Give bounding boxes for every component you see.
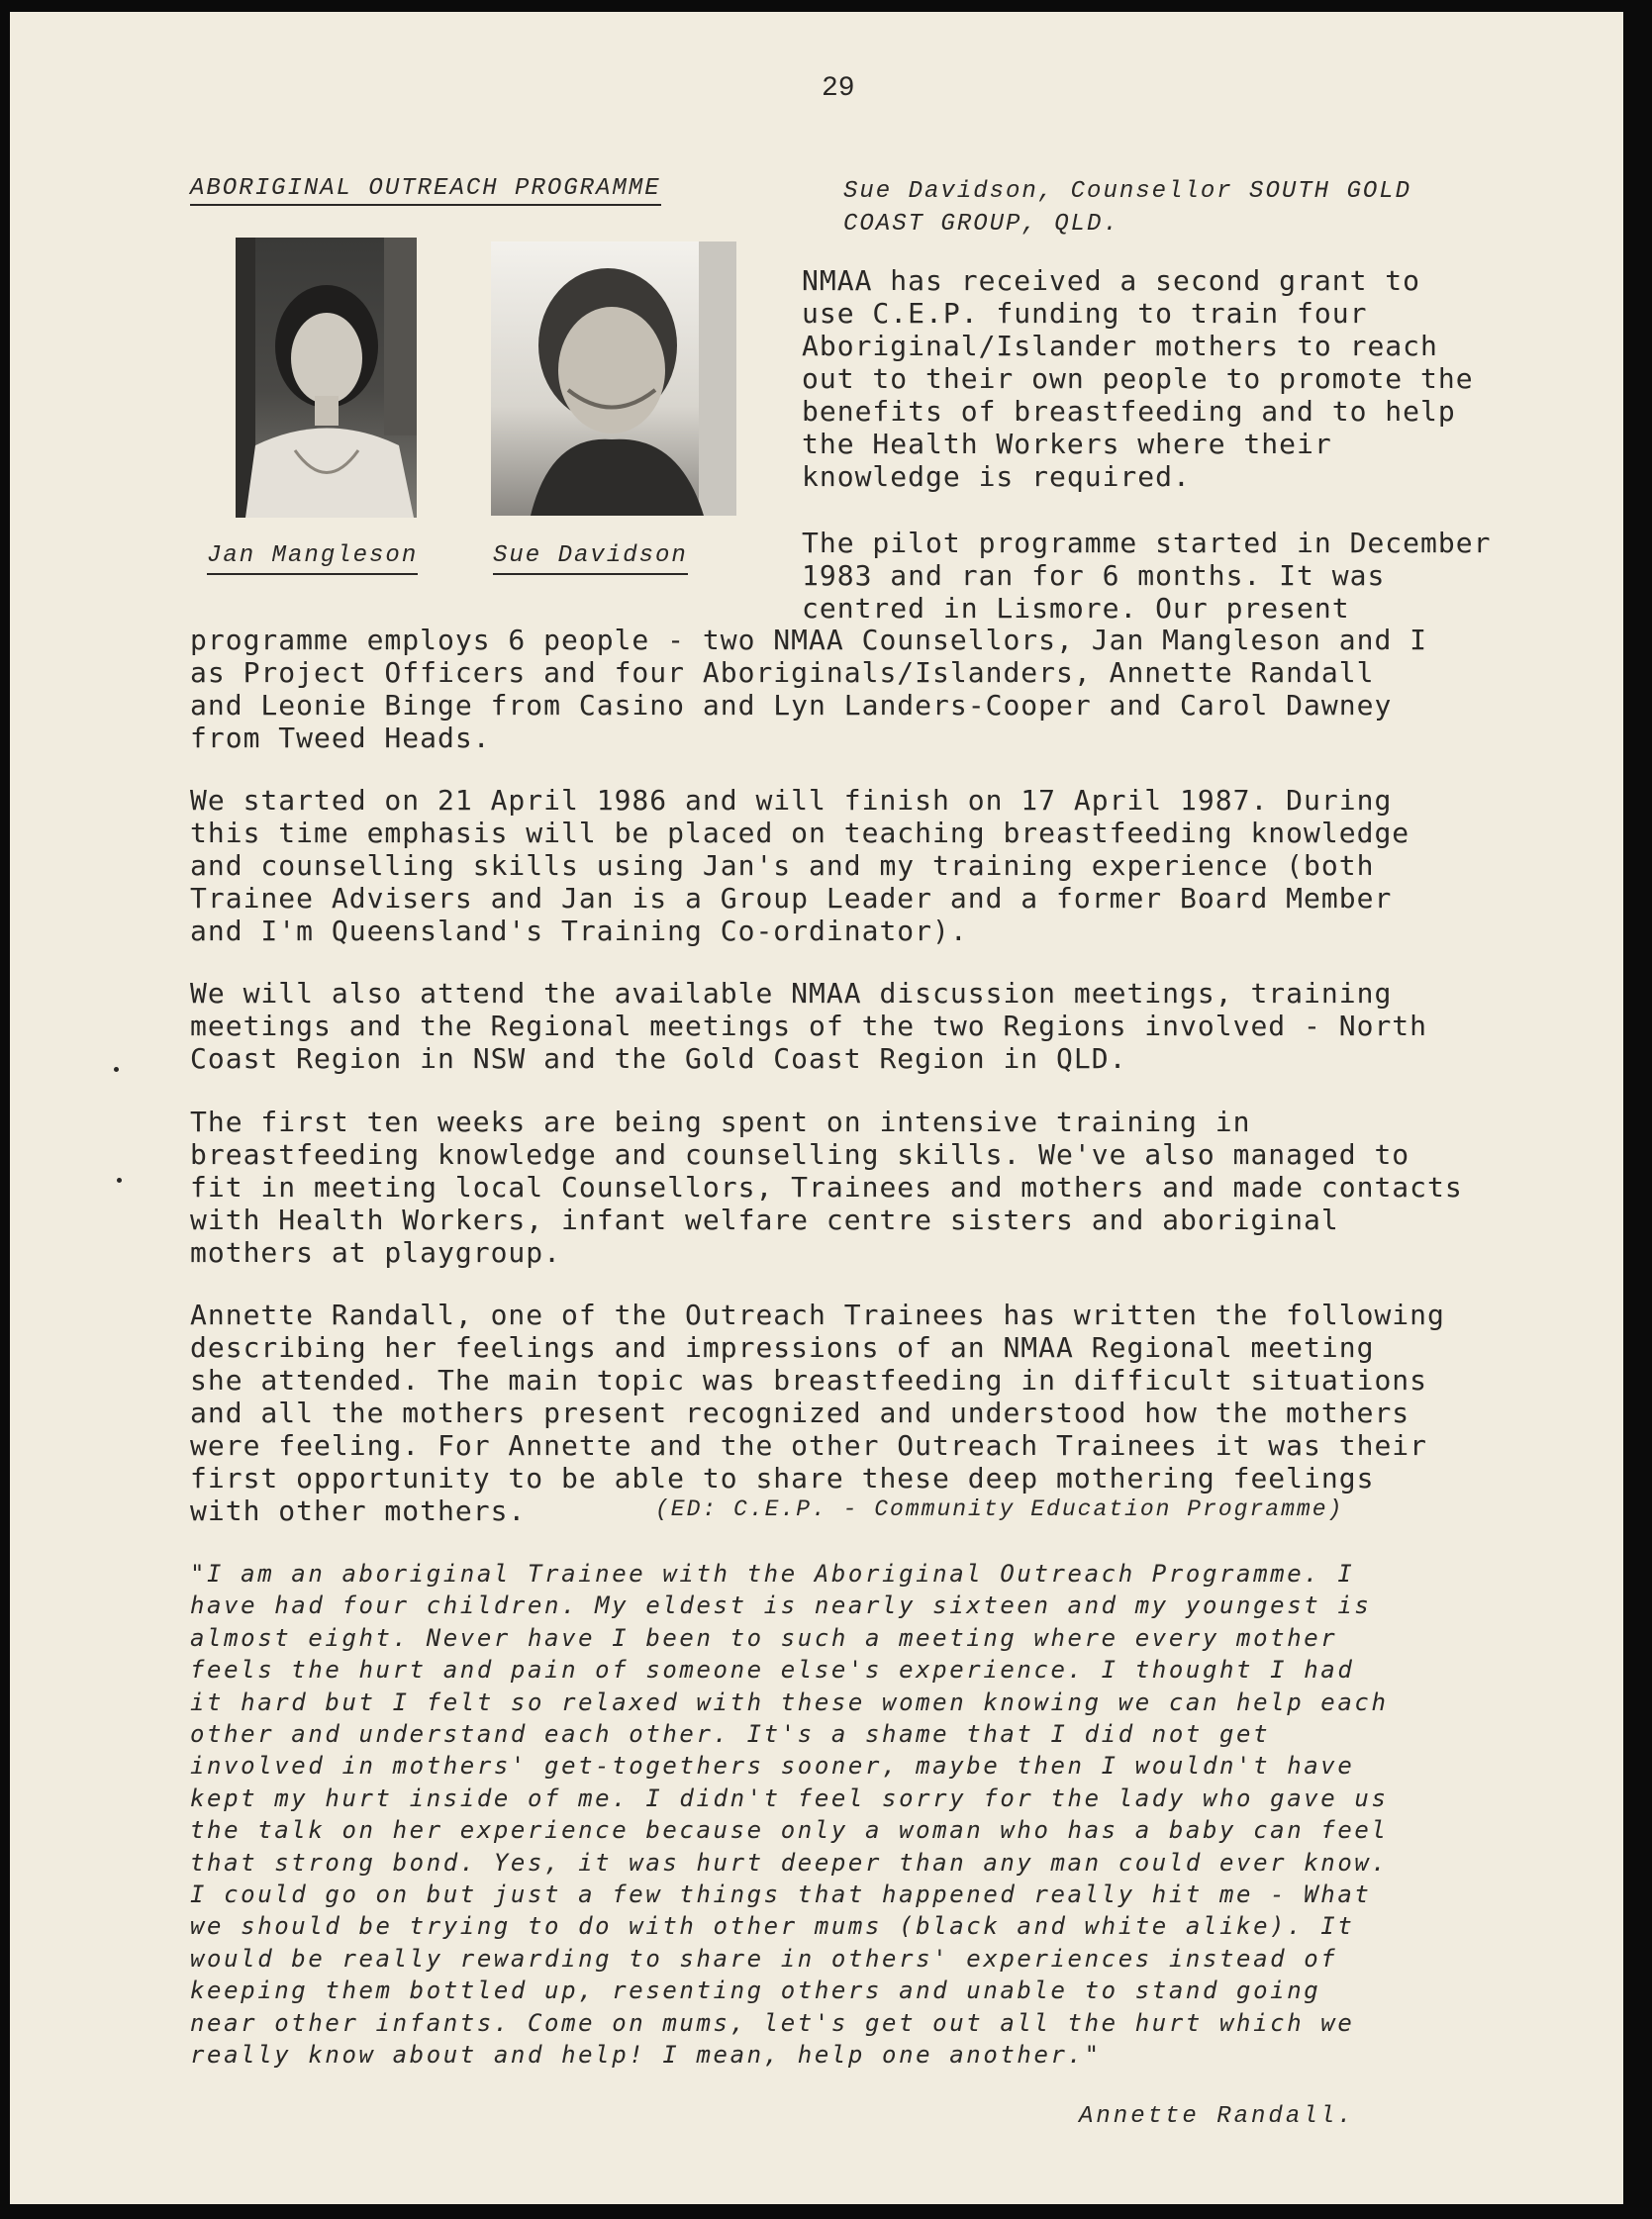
document-page bbox=[10, 12, 1623, 2204]
byline-line-1: Sue Davidson, Counsellor SOUTH GOLD bbox=[843, 178, 1412, 205]
portrait-photo-icon bbox=[236, 238, 417, 518]
paragraph-grant: NMAA has received a second grant to use C.E.P. funding to train four Aboriginal/Islander mothers to reach out to their own people to promote the benefits of breastfeeding and to help the Health Workers where their knowledge is required. bbox=[802, 264, 1474, 493]
quote-signature: Annette Randall. bbox=[1079, 2103, 1355, 2130]
paragraph-meetings: We will also attend the available NMAA discussion meetings, training meetings and the Regional meetings of the two Regions involved - North Coast Region in NSW and the Gold Coast Region in QLD. bbox=[190, 977, 1428, 1075]
page-number: 29 bbox=[822, 73, 855, 104]
paragraph-pilot-top: The pilot programme started in December 1983 and ran for 6 months. It was centred in Lismore. Our present bbox=[802, 527, 1492, 625]
byline bbox=[843, 175, 1411, 241]
trainee-quote: "I am an aboriginal Trainee with the Aboriginal Outreach Programme. I have had four children. My eldest is nearly sixteen and my youngest is almost eight. Never have I been to such a meeting where every mother feels the hurt and pain of someone else's experience. I thought I had it hard but I felt so relaxed with these women knowing we can help each other and understand each other. It's a shame that I did not get involved in mothers' get-togethers sooner, maybe then I wouldn't have kept my hurt inside of me. I didn't feel sorry for the lady who gave us the talk on her experience because only a woman who has a baby can feel that strong bond. Yes, it was hurt deeper than any man could ever know. I could go on but just a few things that happened really hit me - What we should be trying to do with other mums (black and white alike). It would be really rewarding to share in others' experiences instead of keeping them bottled up, resenting others and unable to stand going near other infants. Come on mums, let's get out all the hurt which we really know about and help! I mean, help one another." bbox=[190, 1560, 1389, 2070]
paragraph-annette-intro: Annette Randall, one of the Outreach Trainees has written the following describing her feelings and impressions of an NMAA Regional meeting she attended. The main topic was breastfeeding in difficult situations and all the mothers present recognized and understood how the mothers were feeling. For Annette and the other Outreach Trainees it was their first opportunity to be able to share these deep mothering feelings with other mothers. bbox=[190, 1299, 1445, 1527]
paragraph-pilot-rest: programme employs 6 people - two NMAA Counsellors, Jan Mangleson and I as Project Officers and four Aboriginals/Islanders, Annette Randall and Leonie Binge from Casino and Lyn Landers-Cooper and Carol Dawney from Tweed Heads. bbox=[190, 624, 1428, 754]
photo-caption-jan: Jan Mangleson bbox=[207, 542, 418, 575]
portrait-photo-icon bbox=[491, 241, 736, 516]
byline-line-2: COAST GROUP, QLD. bbox=[843, 211, 1119, 238]
portrait-photo-jan bbox=[236, 238, 417, 518]
paragraph-training: The first ten weeks are being spent on intensive training in breastfeeding knowledge and counselling skills. We've also managed to fit in meeting local Counsellors, Trainees and mothers and made contacts with Health Workers, infant welfare centre sisters and aboriginal mothers at playgroup. bbox=[190, 1106, 1463, 1269]
margin-mark bbox=[114, 1067, 119, 1072]
paragraph-dates: We started on 21 April 1986 and will finish on 17 April 1987. During this time emphasis will be placed on teaching breastfeeding knowledge and counselling skills using Jan's and my training experience (both Trainee Advisers and Jan is a Group Leader and a former Board Member and I'm Queensland's Training Co-ordinator). bbox=[190, 784, 1410, 947]
margin-mark bbox=[117, 1178, 122, 1183]
editor-note: (ED: C.E.P. - Community Education Programme) bbox=[655, 1496, 1344, 1522]
portrait-photo-sue bbox=[491, 241, 736, 516]
article-heading: ABORIGINAL OUTREACH PROGRAMME bbox=[190, 175, 661, 206]
photo-caption-sue: Sue Davidson bbox=[493, 542, 688, 575]
